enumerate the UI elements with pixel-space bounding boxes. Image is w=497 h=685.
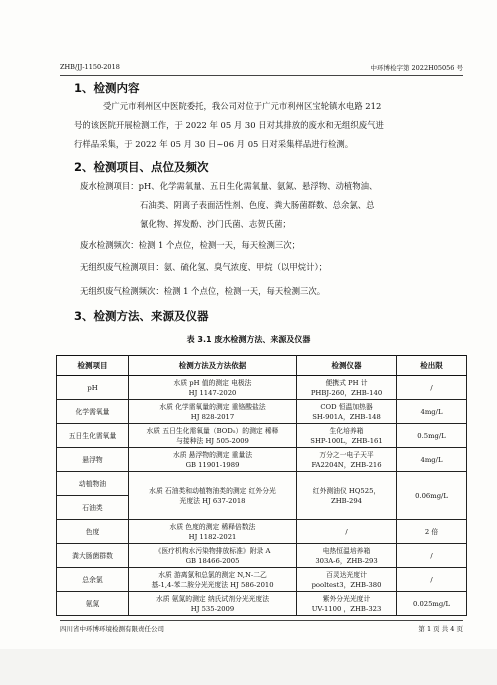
item-cell: 总余氯 (57, 568, 129, 592)
company-name: 四川省中环博环境检测有限责任公司 (60, 625, 164, 633)
report-number: 中环博检字第 2022H05056 号 (370, 64, 463, 72)
instrument-cell: 万分之一电子天平 FA2204N，ZHB-216 (297, 448, 397, 472)
instrument-cell: / (297, 520, 397, 544)
method-cell: 水质 色度的测定 稀释倍数法 HJ 1182-2021 (129, 520, 297, 544)
method-cell: 水质 五日生化需氧量（BOD₅）的测定 稀释 与接种法 HJ 505-2009 (129, 424, 297, 448)
instrument-cell: 红外测油仪 HQ525， ZHB-294 (297, 472, 397, 520)
table-row (57, 376, 467, 400)
page-footer (60, 620, 463, 633)
instrument-cell: COD 恒温加热器 SH-901A，ZHB-148 (297, 400, 397, 424)
table-row (57, 544, 467, 568)
page-header (60, 61, 463, 76)
instrument-cell: 便携式 PH 计 PHBJ-260，ZHB-140 (297, 376, 397, 400)
instrument-cell: 电热恒温培养箱 303A-6，ZHB-293 (297, 544, 397, 568)
document-code: ZHB/JJ-1150-2018 (60, 63, 120, 71)
item-cell: 粪大肠菌群数 (57, 544, 129, 568)
waste-gas-items: 无组织废气检测项目：氨、硫化氢、臭气浓度、甲烷（以甲烷计）； (80, 262, 328, 272)
item-cell: 化学需氧量 (57, 400, 129, 424)
limit-cell: 4mg/L (397, 448, 467, 472)
table-row (57, 472, 467, 496)
limit-cell: / (397, 544, 467, 568)
limit-cell: 4mg/L (397, 400, 467, 424)
item-cell: 五日生化需氧量 (57, 424, 129, 448)
item-cell: 悬浮物 (57, 448, 129, 472)
table-row (57, 568, 467, 592)
section-1-line: 号的该医院开展检测工作，于 2022 年 05 月 30 日对其排放的废水和无组织废气进 (74, 120, 384, 130)
waste-gas-frequency: 无组织废气检测频次：检测 1 个点位，检测一天，每天检测三次。 (80, 286, 326, 296)
method-cell: 《医疗机构水污染物排放标准》附录 A GB 18466-2005 (129, 544, 297, 568)
method-cell: 水质 pH 值的测定 电极法 HJ 1147-2020 (129, 376, 297, 400)
method-cell: 水质 游离氯和总氯的测定 N,N-二乙 基-1,4-苯二胺分光光度法 HJ 586-2010 (129, 568, 297, 592)
wastewater-items-line: 氰化物、挥发酚、沙门氏菌、志贺氏菌； (140, 219, 291, 229)
table-row (57, 592, 467, 616)
section-1-line: 行样品采集，于 2022 年 05 月 30 日~06 月 05 日对采集样品进行检测。 (74, 139, 354, 149)
method-cell: 水质 悬浮物的测定 重量法 GB 11901-1989 (129, 448, 297, 472)
section-1-title: 1、检测内容 (74, 81, 140, 95)
item-cell: 氨氮 (57, 592, 129, 616)
instrument-cell: 生化培养箱 SHP-100L，ZHB-161 (297, 424, 397, 448)
table-row (57, 520, 467, 544)
page-number: 第 1 页 共 4 页 (418, 625, 463, 633)
section-3-title: 3、检测方法、来源及仪器 (74, 309, 209, 323)
instrument-cell: 百灵达光度计 pooltest3，ZHB-380 (297, 568, 397, 592)
limit-cell: / (397, 376, 467, 400)
instrument-cell: 紫外分光光度计 UV-1100 ，ZHB-323 (297, 592, 397, 616)
scan-margin (0, 649, 497, 685)
table-caption: 表 3.1 废水检测方法、来源及仪器 (186, 335, 311, 344)
table-header-row (57, 356, 467, 376)
item-cell: 石油类 (57, 496, 129, 520)
table-row (57, 400, 467, 424)
section-2-title: 2、检测项目、点位及频次 (74, 160, 209, 174)
item-cell: 色度 (57, 520, 129, 544)
limit-cell: 0.06mg/L (397, 472, 467, 520)
column-header: 检测仪器 (297, 356, 397, 376)
limit-cell: 0.5mg/L (397, 424, 467, 448)
item-cell: 动植物油 (57, 472, 129, 496)
limit-cell: / (397, 568, 467, 592)
method-table (56, 355, 467, 616)
table-row (57, 424, 467, 448)
limit-cell: 0.025mg/L (397, 592, 467, 616)
item-cell: pH (57, 376, 129, 400)
column-header: 检测方法及方法依据 (129, 356, 297, 376)
method-cell: 水质 石油类和动植物油类的测定 红外分光 光度法 HJ 637-2018 (129, 472, 297, 520)
method-cell: 水质 氨氮的测定 纳氏试剂分光光度法 HJ 535-2009 (129, 592, 297, 616)
method-cell: 水质 化学需氧量的测定 重铬酸盐法 HJ 828-2017 (129, 400, 297, 424)
wastewater-items-line: 废水检测项目：pH、化学需氧量、五日生化需氧量、氨氮、悬浮物、动植物油、 (80, 181, 378, 191)
table-row (57, 448, 467, 472)
limit-cell: 2 倍 (397, 520, 467, 544)
column-header: 检出限 (397, 356, 467, 376)
wastewater-items-line: 石油类、阴离子表面活性剂、色度、粪大肠菌群数、总余氯、总 (140, 200, 375, 210)
column-header: 检测项目 (57, 356, 129, 376)
section-1-line: 受广元市利州区中医院委托，我公司对位于广元市利州区宝轮镇水电路 212 (103, 101, 382, 111)
wastewater-frequency: 废水检测频次：检测 1 个点位，检测一天，每天检测三次； (80, 240, 301, 250)
